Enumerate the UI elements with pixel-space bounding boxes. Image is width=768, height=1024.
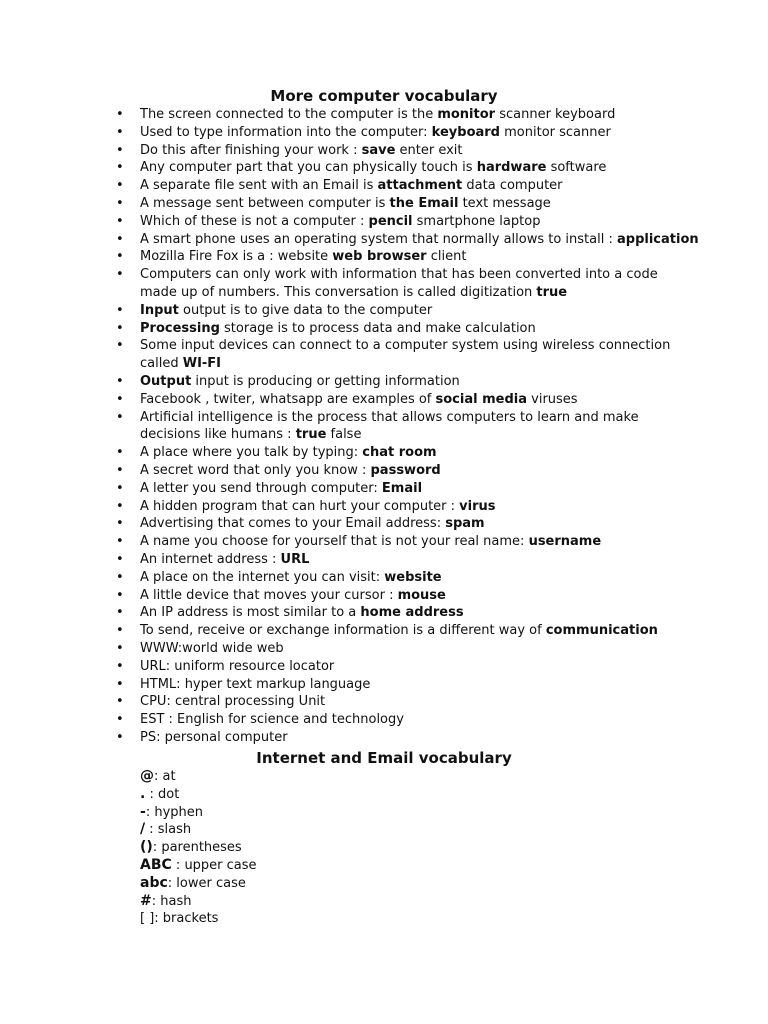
bullet-icon: • <box>116 445 124 461</box>
list-item-line <box>140 409 674 427</box>
bullet-icon: • <box>116 391 124 407</box>
item-text: An internet address : <box>140 551 281 567</box>
bullet-icon: • <box>116 534 124 550</box>
list-item-line <box>140 266 674 284</box>
item-text: An IP address is most similar to a <box>140 605 361 621</box>
symbol-definition: hyphen <box>154 804 203 820</box>
list-item <box>0 231 768 249</box>
answer-term: attachment <box>377 178 463 194</box>
answer-term: spam <box>445 516 485 532</box>
list-item-line <box>140 142 674 160</box>
item-text: Do this after finishing your work : <box>140 142 362 158</box>
list-item <box>0 711 768 729</box>
item-text: Some input devices can connect to a computer system using wireless connection <box>140 338 671 354</box>
answer-term: true <box>295 427 327 443</box>
separator: : <box>145 822 158 838</box>
bullet-icon: • <box>116 551 124 567</box>
item-text: made up of numbers. This conversation is called digitization <box>140 284 537 300</box>
symbol-definition: hash <box>160 893 192 909</box>
list-item <box>0 195 768 213</box>
list-item <box>0 640 768 658</box>
symbol-item <box>140 893 257 911</box>
list-item-line <box>140 551 674 569</box>
list-item-line <box>140 106 674 124</box>
list-item <box>0 159 768 177</box>
item-text: viruses <box>527 391 578 407</box>
list-item <box>0 676 768 694</box>
list-item <box>0 693 768 711</box>
list-item <box>0 587 768 605</box>
item-text: A letter you send through computer: <box>140 480 382 496</box>
list-item-line <box>140 587 674 605</box>
list-item <box>0 124 768 142</box>
bullet-icon: • <box>116 320 124 336</box>
separator: : <box>154 911 163 927</box>
list-item-line <box>140 729 674 747</box>
item-text: A separate file sent with an Email is <box>140 178 378 194</box>
list-item <box>0 266 768 302</box>
answer-term: pencil <box>368 213 413 229</box>
item-text: Mozilla Fire Fox is a : website <box>140 249 333 265</box>
answer-term: application <box>617 231 699 247</box>
list-item-line <box>140 533 674 551</box>
symbol-item <box>140 910 257 928</box>
item-text: A hidden program that can hurt your computer : <box>140 498 460 514</box>
bullet-icon: • <box>116 498 124 514</box>
list-item-line <box>140 320 674 338</box>
bullet-icon: • <box>116 160 124 176</box>
list-item-line <box>140 622 674 640</box>
list-item <box>0 320 768 338</box>
symbol-item <box>140 839 257 857</box>
answer-term: keyboard <box>431 124 500 140</box>
item-text: storage is to process data and make calculation <box>219 320 536 336</box>
bullet-icon: • <box>116 605 124 621</box>
list-item-line <box>140 462 674 480</box>
item-text: Artificial intelligence is the process that allows computers to learn and make <box>140 409 639 425</box>
item-text: smartphone laptop <box>412 213 541 229</box>
bullet-icon: • <box>116 267 124 283</box>
list-item-line <box>140 302 674 320</box>
bullet-icon: • <box>116 462 124 478</box>
symbol-item <box>140 821 257 839</box>
list-item <box>0 302 768 320</box>
item-text: Computers can only work with information that has been converted into a code <box>140 267 658 283</box>
list-item <box>0 533 768 551</box>
item-text: output is to give data to the computer <box>178 302 433 318</box>
list-item-line <box>140 676 674 694</box>
bullet-icon: • <box>116 338 124 354</box>
list-item <box>0 213 768 231</box>
separator: : <box>145 786 158 802</box>
bullet-icon: • <box>116 373 124 389</box>
list-item <box>0 337 768 373</box>
bullet-icon: • <box>116 587 124 603</box>
symbol-definition: lower case <box>176 875 246 891</box>
section-title-internet-email: Internet and Email vocabulary <box>256 749 512 767</box>
list-item-line <box>140 248 674 266</box>
bullet-icon: • <box>116 231 124 247</box>
symbol: . <box>140 785 146 802</box>
item-text: enter exit <box>395 142 463 158</box>
list-item-line <box>140 124 674 142</box>
bullet-icon: • <box>116 694 124 710</box>
symbol-definition: slash <box>157 822 192 838</box>
item-text: The screen connected to the computer is the <box>140 107 438 122</box>
list-item-line <box>140 498 674 516</box>
list-item <box>0 729 768 747</box>
list-item-line <box>140 693 674 711</box>
list-item-line <box>140 337 674 355</box>
list-item <box>0 569 768 587</box>
list-item <box>0 444 768 462</box>
item-text: software <box>546 160 607 176</box>
item-text: text message <box>458 195 551 211</box>
item-text: scanner keyboard <box>495 107 616 122</box>
item-text: A name you choose for yourself that is not your real name: <box>140 534 529 550</box>
bullet-icon: • <box>116 658 124 674</box>
bullet-icon: • <box>116 712 124 728</box>
answer-term: web browser <box>332 249 427 265</box>
bullet-icon: • <box>116 480 124 496</box>
item-text: URL: uniform resource locator <box>140 658 335 674</box>
list-item-line <box>140 213 674 231</box>
symbol-item <box>140 786 257 804</box>
list-item <box>0 480 768 498</box>
answer-term: Email <box>381 480 423 496</box>
bullet-icon: • <box>116 409 124 425</box>
list-item <box>0 551 768 569</box>
answer-term: save <box>361 142 396 158</box>
list-item-line <box>140 355 674 373</box>
answer-term: Input <box>140 302 179 318</box>
symbol: # <box>140 892 152 909</box>
answer-term: website <box>384 569 442 585</box>
list-item <box>0 177 768 195</box>
item-text: Advertising that comes to your Email address: <box>140 516 446 532</box>
item-text: EST : English for science and technology <box>140 712 404 728</box>
list-item-line <box>140 373 674 391</box>
bullet-icon: • <box>116 676 124 692</box>
answer-term: the Email <box>389 195 459 211</box>
symbol-item <box>140 804 257 822</box>
list-item-line <box>140 284 674 302</box>
symbol-definition: dot <box>157 786 180 802</box>
symbol-item <box>140 768 257 786</box>
separator: : <box>151 893 161 909</box>
answer-term: monitor <box>437 107 496 122</box>
symbol: / <box>140 821 146 838</box>
item-text: called <box>140 356 183 372</box>
item-text: decisions like humans : <box>140 427 296 443</box>
separator: : <box>154 769 163 784</box>
list-item <box>0 622 768 640</box>
list-item-line <box>140 604 674 622</box>
answer-term: WI-FI <box>182 356 222 372</box>
item-text: Any computer part that you can physically touch is <box>140 160 477 176</box>
item-text: monitor scanner <box>500 124 611 140</box>
answer-term: true <box>536 284 568 300</box>
answer-term: hardware <box>476 160 547 176</box>
list-item <box>0 373 768 391</box>
symbol-definition: upper case <box>184 857 257 873</box>
list-item-line <box>140 569 674 587</box>
bullet-icon: • <box>116 195 124 211</box>
list-item-line <box>140 658 674 676</box>
answer-term: URL <box>280 551 310 567</box>
list-item <box>0 604 768 622</box>
list-item <box>0 462 768 480</box>
symbol: () <box>140 839 153 856</box>
symbol-vocabulary-list <box>140 768 257 928</box>
symbol-definition: parentheses <box>161 840 242 856</box>
item-text: A place where you talk by typing: <box>140 445 363 461</box>
bullet-icon: • <box>116 178 124 194</box>
bullet-icon: • <box>116 640 124 656</box>
item-text: client <box>426 249 467 265</box>
list-item-line <box>140 391 674 409</box>
bullet-icon: • <box>116 249 124 265</box>
list-item-line <box>140 515 674 533</box>
symbol: abc <box>140 874 168 891</box>
item-text: Used to type information into the computer: <box>140 124 432 140</box>
separator: : <box>171 857 185 873</box>
list-item <box>0 515 768 533</box>
item-text: A message sent between computer is <box>140 195 390 211</box>
answer-term: username <box>528 534 602 550</box>
item-text: CPU: central processing Unit <box>140 694 326 710</box>
bullet-icon: • <box>116 124 124 140</box>
vocabulary-list <box>0 106 768 747</box>
separator: : <box>145 804 155 820</box>
list-item <box>0 498 768 516</box>
list-item-line <box>140 426 674 444</box>
bullet-icon: • <box>116 107 124 122</box>
item-text: A smart phone uses an operating system that normally allows to install : <box>140 231 617 247</box>
separator: : <box>152 840 162 856</box>
answer-term: password <box>370 462 441 478</box>
list-item-line <box>140 711 674 729</box>
page-title: More computer vocabulary <box>270 87 498 105</box>
item-text: A little device that moves your cursor : <box>140 587 398 603</box>
bullet-icon: • <box>116 569 124 585</box>
item-text: input is producing or getting information <box>191 373 460 389</box>
item-text: WWW:world wide web <box>140 640 284 656</box>
symbol: ABC <box>140 856 172 873</box>
symbol-definition: brackets <box>162 911 219 927</box>
bullet-icon: • <box>116 302 124 318</box>
symbol: - <box>140 803 146 820</box>
list-item <box>0 248 768 266</box>
item-text: HTML: hyper text markup language <box>140 676 371 692</box>
list-item <box>0 106 768 124</box>
symbol: [ ] <box>140 911 155 927</box>
item-text: false <box>326 427 362 443</box>
list-item <box>0 391 768 409</box>
item-text: PS: personal computer <box>140 729 288 745</box>
answer-term: virus <box>459 498 496 514</box>
answer-term: chat room <box>362 445 437 461</box>
symbol-item <box>140 857 257 875</box>
answer-term: Processing <box>140 320 220 336</box>
list-item-line <box>140 231 699 249</box>
bullet-icon: • <box>116 623 124 639</box>
bullet-icon: • <box>116 142 124 158</box>
item-text: Which of these is not a computer : <box>140 213 369 229</box>
item-text: data computer <box>462 178 563 194</box>
bullet-icon: • <box>116 729 124 745</box>
bullet-icon: • <box>116 516 124 532</box>
item-text: Facebook , twiter, whatsapp are examples of <box>140 391 436 407</box>
list-item-line <box>140 195 674 213</box>
answer-term: communication <box>545 623 658 639</box>
list-item-line <box>140 177 674 195</box>
symbol: @ <box>140 768 154 784</box>
answer-term: social media <box>435 391 527 407</box>
answer-term: Output <box>140 373 192 389</box>
list-item-line <box>140 480 674 498</box>
separator: : <box>167 875 177 891</box>
list-item-line <box>140 640 674 658</box>
item-text: To send, receive or exchange information is a different way of <box>140 623 546 639</box>
bullet-icon: • <box>116 213 124 229</box>
list-item <box>0 409 768 445</box>
item-text: A secret word that only you know : <box>140 462 371 478</box>
list-item <box>0 658 768 676</box>
symbol-definition: at <box>162 769 176 784</box>
item-text: A place on the internet you can visit: <box>140 569 385 585</box>
list-item-line <box>140 159 674 177</box>
symbol-item <box>140 875 257 893</box>
list-item-line <box>140 444 674 462</box>
answer-term: home address <box>360 605 464 621</box>
list-item <box>0 142 768 160</box>
answer-term: mouse <box>397 587 446 603</box>
